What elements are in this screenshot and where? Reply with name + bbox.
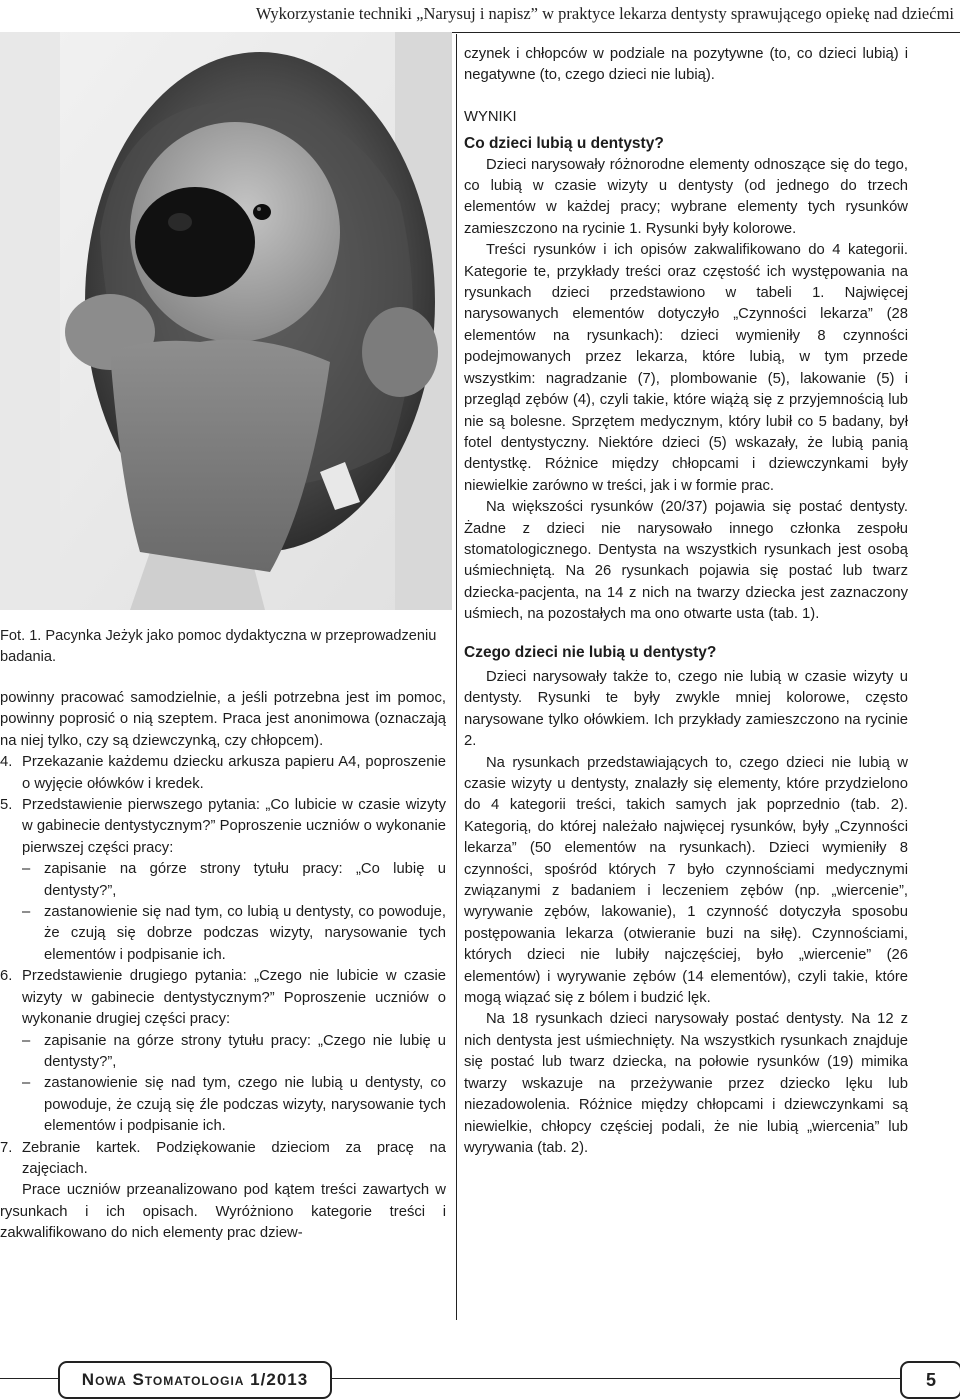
hedgehog-puppet-photo (0, 32, 452, 610)
list-number: 7. (0, 1139, 13, 1156)
paragraph: Dzieci narysowały różnorodne elementy odnoszące się do tego, co lubią w czasie wizyty u dentysty (od jednego do trzech elementów w każdej pracy; wybrane elementy tych rysunków zamieszczono na rycinie 1. Rysunki były kolorowe. (464, 156, 908, 237)
subheading-dislikes: Czego dzieci nie lubią u dentysty? (464, 643, 717, 661)
subheading-likes: Co dzieci lubią u dentysty? (464, 135, 664, 153)
list-text: Zebranie kartek. Podziękowanie dzieciom za pracę na zajęciach. (22, 1139, 446, 1177)
sub-item (0, 859, 446, 902)
running-header (0, 0, 960, 33)
sub-item-text: zapisanie na górze strony tytułu pracy: „Co lubię u dentysty?”, (44, 861, 446, 899)
paragraph: Na rysunkach przedstawiających to, czego dzieci nie lubią w czasie wizyty u dentysty, znalazły się elementy, które przydzielono do 4 kategorii treści, takich samych jak poprzednio (tab. 2). Kategorią, do której należało najwięcej rysunków, były „Czynności lekarza” (50 elementów na rysunkach). Dzieci wymieniły 8 czynności, spośród których 7 było czynnościami medycznymi związanymi z badaniem i leczeniem zębów (np. „wiercenie”, wyrywanie zębów, lakowanie), 1 czynność dotyczyła sposobu postępowania lekarza (otwieranie buzi na siłę). Czynnościami, których dzieci nie lubiły najczęściej, było „wiercenie” (26 elementów) i wyrywanie zębów (14 elementów), czyli takie, które mogą wiązać się z bólem i budzić lęk. (464, 754, 908, 1007)
dash-bullet: – (22, 1032, 31, 1049)
list-number: 5. (0, 797, 13, 814)
closing-paragraph: Prace uczniów przeanalizowano pod kątem treści zawartych w rysunkach i ich opisach. Wyróżniono kategorie treści i zakwalifikowano do nich elementy prac dziew- (0, 1182, 446, 1242)
sub-item-text: zastanowienie się nad tym, co lubią u dentysty, co powoduje, że czują się dobrze podczas wizyty, narysowanie tych elementów i podpisanie ich. (44, 904, 446, 963)
paragraph: Dzieci narysowały także to, czego nie lubią w czasie wizyty u dentysty. Rysunki te były zwykle mniej kolorowe, często narysowane tylko ołówkiem. Ich przykłady zamieszczono na rycinie 2. (464, 668, 908, 750)
page-number-badge (900, 1361, 960, 1399)
paragraph: Na 18 rysunkach dzieci narysowały postać dentysty. Na 12 z nich dentysta jest uśmiechnięty. Na wszystkich rysunkach znajduje się postać lub twarz dziecka, na połowie rysunków (19) mimika twarzy wskazuje na przeżywanie przez dziecko lęku lub niezadowolenia. Różnice między chłopcami i dziewczynkami są niewielkie, chłopcy częściej podali, że nie lubią „wiercenia” lub wyrywania (tab. 2). (464, 1011, 908, 1156)
procedure-intro: powinny pracować samodzielnie, a jeśli potrzebna jest im pomoc, powinny poprosić o nią szeptem. Praca jest anonimowa (oznaczają na niej tylko, czy są dziewczynką, czy chłopcem). (0, 690, 446, 749)
dash-bullet: – (22, 904, 31, 921)
left-column (0, 688, 446, 1245)
list-item-7 (0, 1138, 446, 1181)
list-text: Przedstawienie pierwszego pytania: „Co lubicie w czasie wizyty w gabinecie dentystycznym?” Poproszenie uczniów o wykonanie pierwszej części pracy: (22, 797, 446, 856)
journal-name: Nowa Stomatologia 1/2013 (81, 1370, 309, 1389)
column-divider (456, 34, 457, 1320)
list-text: Przedstawienie drugiego pytania: „Czego nie lubicie w czasie wizyty w gabinecie dentystycznym?” Poproszenie uczniów o wykonanie drugiej części pracy: (22, 968, 446, 1028)
sub-item (0, 902, 446, 966)
continuation-paragraph: czynek i chłopców w podziale na pozytywne (to, co dzieci lubią) i negatywne (to, czego dzieci nie lubią). (464, 46, 908, 84)
right-column (464, 44, 908, 1159)
sub-item (0, 1073, 446, 1137)
list-number: 4. (0, 754, 13, 771)
paragraph: Na większości rysunków (20/37) pojawia się postać dentysty. Żadne z dzieci nie narysowało innego członka zespołu stomatologicznego. Dentysta na wszystkich rysunkach jest osobą uśmiechniętą. Na 26 rysunkach pojawia się postać lub twarz dziecka-pacjenta, na 14 z nich na twarzy dziecka jest zaznaczony uśmiech, na pozostałych ma ono otwarte usta (tab. 1). (464, 499, 908, 623)
list-item-4 (0, 752, 446, 795)
journal-badge (58, 1361, 332, 1399)
running-title: Wykorzystanie techniki „Narysuj i napisz” w praktyce lekarza dentysty sprawującego opiekę nad dziećmi (255, 4, 954, 23)
sub-item-text: zastanowienie się nad tym, czego nie lubią u dentysty, co powoduje, że czują się źle podczas wizyty, narysowanie tych elementów i podpisanie ich. (44, 1075, 446, 1135)
sub-item-text: zapisanie na górze strony tytułu pracy: „Czego nie lubię u dentysty?”, (44, 1032, 446, 1070)
sub-item (0, 1031, 446, 1074)
list-number: 6. (0, 968, 13, 985)
list-item-6 (0, 966, 446, 1030)
dash-bullet: – (22, 861, 31, 878)
figure-caption: Fot. 1. Pacynka Jeżyk jako pomoc dydaktyczna w przeprowadzeniu badania. (0, 628, 437, 665)
page-number: 5 (925, 1369, 936, 1390)
list-item-5 (0, 795, 446, 859)
section-heading: WYNIKI (464, 108, 517, 125)
dash-bullet: – (22, 1075, 31, 1092)
list-text: Przekazanie każdemu dziecku arkusza papieru A4, poproszenie o wyjęcie ołówków i kredek. (22, 754, 446, 792)
hedgehog-puppet-image (0, 32, 452, 610)
paragraph: Treści rysunków i ich opisów zakwalifikowano do 4 kategorii. Kategorie te, przykłady treści oraz częstość ich występowania na rysunkach dzieci przedstawiono w tabeli 1. Najwięcej narysowanych elementów dotyczyło „Czynności lekarza” (28 elementów na rysunkach): dzieci wymieniły 8 czynności podejmowanych przez lekarza, które lubią, w tym przede wszystkim: nagradzanie (7), plombowanie (5), lakowanie (5) i przegląd zębów (4), czyli takie, które wiążą się z przyjemnością lub nie są bolesne. Sprzętem medycznym, który lubił co 5 badany, był fotel dentystyczny. Niektóre dzieci (5) wskazały, że lubią panią dentystkę. Różnice między chłopcami i dziewczynkami były niewielkie zarówno w treści, jak i w formie prac. (464, 242, 908, 494)
